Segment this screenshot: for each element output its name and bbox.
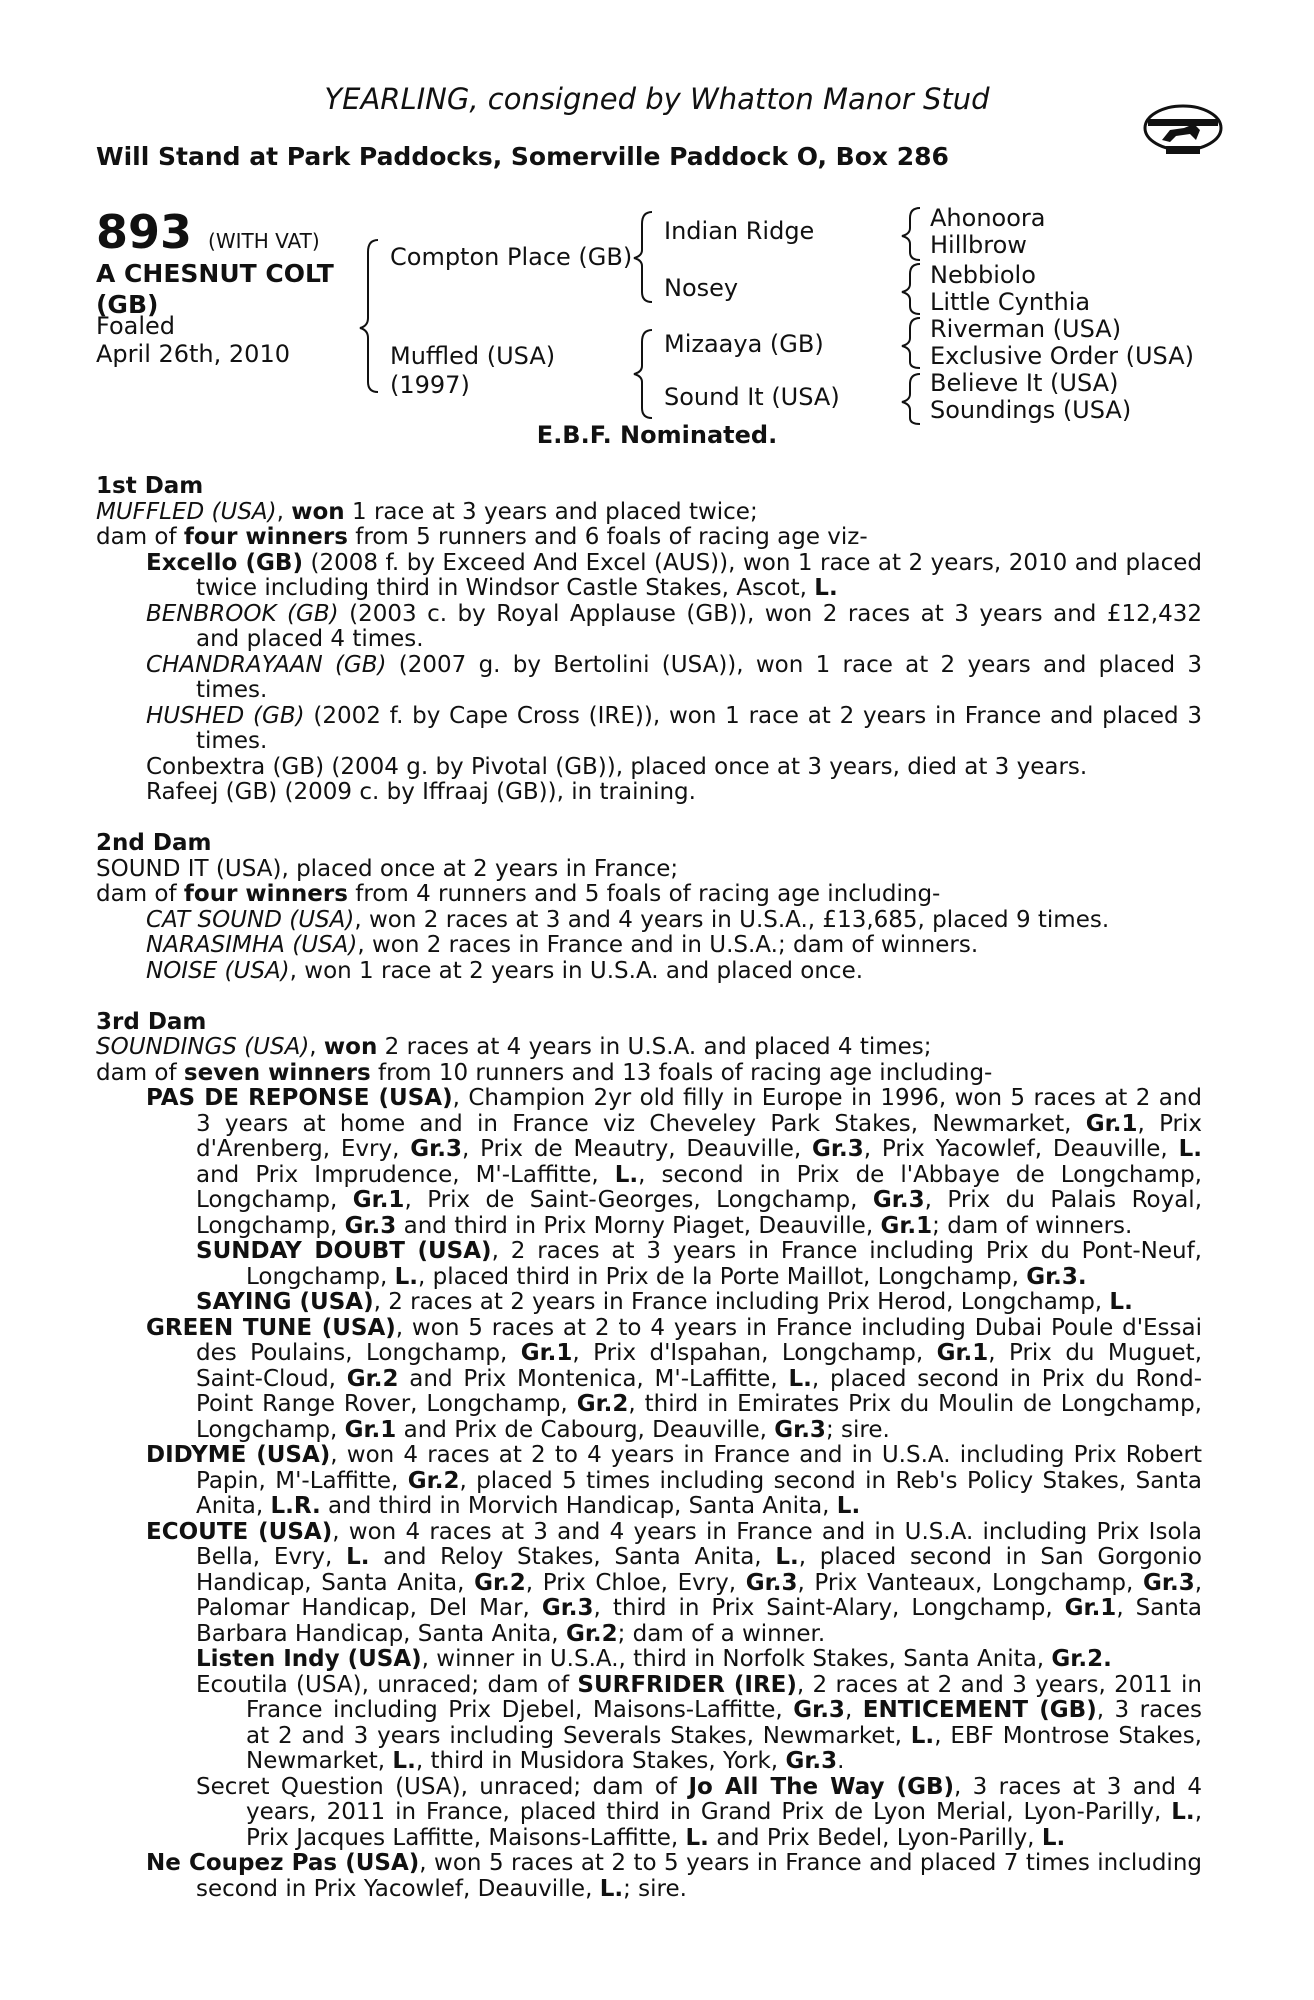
second-dam-section [96,831,1202,984]
dam: Muffled (USA) [390,342,556,370]
produce-secret-question: Secret Question (USA), unraced; dam of Jo All The Way (GB), 3 races at 3 and 4 years, 2011 in France, placed third in Grand Prix de Lyon Merial, Lyon-Parilly, L., Prix Jacques Laffitte, Maisons-Laffitte, L. and Prix Bedel, Lyon-Parilly, L. [196,1773,1202,1851]
dam-dam: Sound It (USA) [664,383,840,411]
produce-cat-sound: CAT SOUND (USA), won 2 races at 3 and 4 years in U.S.A., £13,685, placed 9 times. [146,906,1110,933]
first-dam-produce-line: dam of four winners from 5 runners and 6 foals of racing age viz- [96,524,868,550]
horse-name-line1: A CHESNUT COLT [96,259,334,288]
produce-rafeej: Rafeej (GB) (2009 c. by Iffraaj (GB)), in training. [146,779,696,805]
produce-noise: NOISE (USA), won 1 race at 2 years in U.S.A. and placed once. [146,957,864,984]
first-dam-section [96,474,1202,806]
produce-saying: SAYING (USA), 2 races at 2 years in France including Prix Herod, Longchamp, L. [196,1289,1133,1315]
gg-dsd: Exclusive Order (USA) [930,342,1195,370]
produce-sunday-doubt: SUNDAY DOUBT (USA), 2 races at 3 years in France including Prix du Pont-Neuf, Longchamp, L., placed third in Prix de la Porte Maillot, Longchamp, Gr.3. [196,1238,1202,1290]
produce-narasimha: NARASIMHA (USA), won 2 races in France and in U.S.A.; dam of winners. [146,932,979,958]
produce-green-tune: GREEN TUNE (USA), won 5 races at 2 to 4 years in France including Dubai Poule d'Essai des Poulains, Longchamp, Gr.1, Prix d'Ispahan, Longchamp, Gr.1, Prix du Muguet, Saint-Cloud, Gr.2 and Prix Montenica, M'-Laffitte, L., placed second in Prix du Rond-Point Range Rover, Longchamp, Gr.2, third in Emirates Prix du Moulin de Longchamp, Longchamp, Gr.1 and Prix de Cabourg, Deauville, Gr.3; sire. [146,1314,1203,1443]
sire-sire: Indian Ridge [664,217,815,245]
third-dam-section [96,1010,1202,1903]
sire: Compton Place (GB) [390,243,633,271]
third-dam-heading: 3rd Dam [96,1008,207,1035]
foaled-label: Foaled [96,312,176,340]
produce-excello: Excello (GB) (2008 f. by Exceed And Excel (AUS)), won 1 race at 2 years, 2010 and placed twice including third in Windsor Castle Stakes, Ascot, L. [146,549,1202,601]
horse-name-line2: (GB) [96,290,159,319]
second-dam-heading: 2nd Dam [96,830,212,856]
produce-didyme: DIDYME (USA), won 4 races at 2 to 4 years in France and in U.S.A. including Prix Robert Papin, M'-Laffitte, Gr.2, placed 5 times including second in Reb's Policy Stakes, Santa Anita, L.R. and third in Morvich Handicap, Santa Anita, L. [146,1442,1202,1519]
produce-pas-de-reponse: PAS DE REPONSE (USA), Champion 2yr old filly in Europe in 1996, won 5 races at 2 and 3 years at home and in France viz Cheveley Park Stakes, Newmarket, Gr.1, Prix d'Arenberg, Evry, Gr.3, Prix de Meautry, Deauville, Gr.3, Prix Yacowlef, Deauville, L. and Prix Imprudence, M'-Laffitte, L., second in Prix de l'Abbaye de Longchamp, Longchamp, Gr.1, Prix de Saint-Georges, Longchamp, Gr.3, Prix du Palais Royal, Longchamp, Gr.3 and third in Prix Morny Piaget, Deauville, Gr.1; dam of winners. [146,1085,1203,1239]
produce-conbextra: Conbextra (GB) (2004 g. by Pivotal (GB)), placed once at 3 years, died at 3 years. [146,753,1088,780]
produce-chandrayaan: CHANDRAYAAN (GB) (2007 g. by Bertolini (USA)), won 1 race at 2 years and placed 3 times. [146,651,1203,703]
produce-ne-coupez-pas: Ne Coupez Pas (USA), won 5 races at 2 to 5 years in France and placed 7 times including second in Prix Yacowlef, Deauville, L.; sire. [146,1850,1203,1902]
gg-sds: Nebbiolo [930,261,1036,289]
gg-ssd: Hillbrow [930,231,1027,259]
produce-hushed: HUSHED (GB) (2002 f. by Cape Cross (IRE)), won 1 race at 2 years in France and placed 3 times. [146,702,1202,754]
dam-year: (1997) [390,371,470,399]
lot-number-value: 893 [96,205,193,259]
produce-ecoutila: Ecoutila (USA), unraced; dam of SURFRIDER (IRE), 2 races at 2 and 3 years, 2011 in France including Prix Djebel, Maisons-Laffitte, Gr.3, ENTICEMENT (GB), 3 races at 2 and 3 years including Severals Stakes, Newmarket, L., EBF Montrose Stakes, Newmarket, L., third in Musidora Stakes, York, Gr.3. [196,1671,1202,1774]
third-dam-line: SOUNDINGS (USA), won 2 races at 4 years in U.S.A. and placed 4 times; [96,1034,932,1060]
sire-dam: Nosey [664,274,739,302]
catalogue-title: YEARLING, consigned by Whatton Manor Stud [324,82,990,116]
second-dam-produce-line: dam of four winners from 4 runners and 5 foals of racing age including- [96,881,941,907]
produce-listen-indy: Listen Indy (USA), winner in U.S.A., third in Norfolk Stakes, Santa Anita, Gr.2. [196,1646,1112,1672]
ebf-nominated: E.B.F. Nominated. [536,421,778,449]
gg-ddd: Soundings (USA) [930,396,1132,424]
first-dam-line: MUFFLED (USA), won 1 race at 3 years and placed twice; [96,498,758,525]
third-dam-produce-line: dam of seven winners from 10 runners and 13 foals of racing age including- [96,1059,993,1086]
first-dam-heading: 1st Dam [96,473,204,499]
produce-benbrook: BENBROOK (GB) (2003 c. by Royal Applause (GB)), won 2 races at 3 years and £12,432 and placed 4 times. [146,600,1202,652]
dam-sire: Mizaaya (GB) [664,330,824,358]
gg-sss: Ahonoora [930,204,1046,232]
stand-location: Will Stand at Park Paddocks, Somerville Paddock O, Box 286 [96,142,949,171]
produce-ecoute: ECOUTE (USA), won 4 races at 3 and 4 years in France and in U.S.A. including Prix Isola Bella, Evry, L. and Reloy Stakes, Santa Anita, L., placed second in San Gorgonio Handicap, Santa Anita, Gr.2, Prix Chloe, Evry, Gr.3, Prix Vanteaux, Longchamp, Gr.3, Palomar Handicap, Del Mar, Gr.3, third in Prix Saint-Alary, Longchamp, Gr.1, Santa Barbara Handicap, Santa Anita, Gr.2; dam of a winner. [146,1518,1203,1647]
gg-sdd: Little Cynthia [930,288,1091,316]
gg-dds: Believe It (USA) [930,369,1119,397]
produce-record [96,474,1202,1902]
second-dam-line: SOUND IT (USA), placed once at 2 years in France; [96,855,679,882]
gg-dss: Riverman (USA) [930,315,1122,343]
foaled-date: April 26th, 2010 [96,340,290,368]
vat-note: (WITH VAT) [208,229,320,253]
